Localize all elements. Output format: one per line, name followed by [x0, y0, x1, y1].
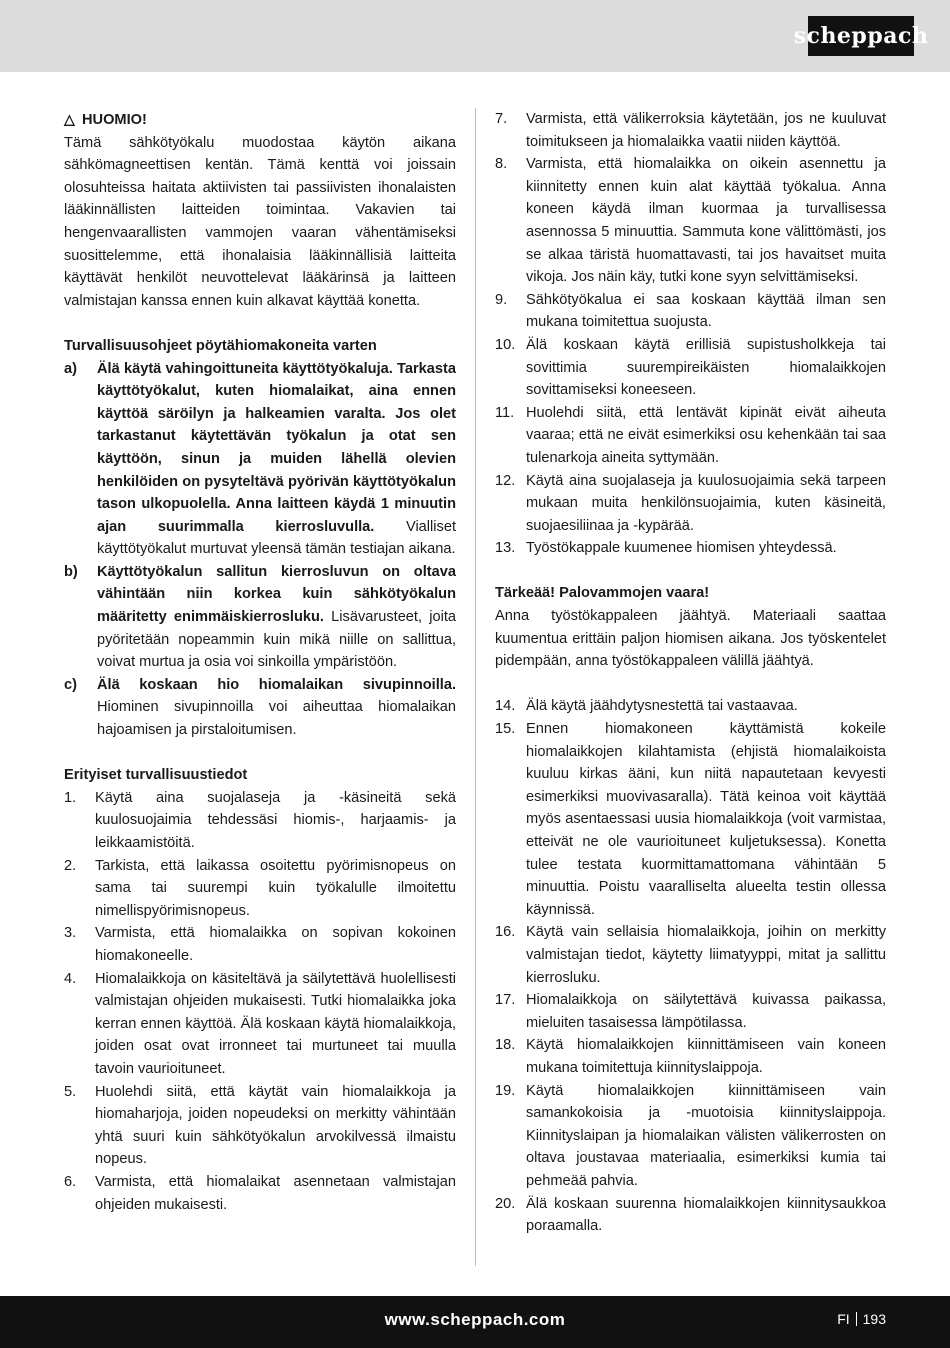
footer-bar	[0, 1296, 950, 1348]
warning-triangle-icon: △	[64, 111, 75, 127]
list-item-body: Lisävarusteet, joita pyöritetään nopeammin kuin mikä niille on sallittua, voivat murtua ja osia voi sinkoilla ympäristöön.	[97, 609, 456, 671]
list-item	[64, 787, 456, 855]
list-item-text	[526, 1034, 886, 1079]
safety-list-final	[495, 695, 886, 1237]
list-item-body: Tarkista, että laikassa osoitettu pyörimisnopeus on sama tai suurempi kuin työkalulle ilmoitettu nimellispyörimisnopeus.	[95, 857, 456, 919]
list-item-text	[526, 718, 886, 921]
important-title: Tärkeää! Palovammojen vaara!	[495, 585, 710, 602]
list-item-emphasis: Käyttötyökalun sallitun kierrosluvun on oltava vähintään niin korkea kuin sähkötyökalun määritetty enimmäiskierrosluku.	[97, 563, 456, 626]
list-item-number: 8.	[495, 156, 508, 173]
list-item	[64, 1081, 456, 1171]
list-item-body: Huolehdi siitä, että käytät vain hiomalaikkoja ja hiomaharjoja, joiden nopeudeksi on merkitty vähintään yhtä suuri kuin sähkötyökalun arvokilvessä ilmaistu nopeus.	[95, 1083, 456, 1168]
warning-heading	[64, 108, 456, 132]
footer-url[interactable]: www.scheppach.com	[384, 1310, 566, 1329]
list-item-text	[526, 537, 886, 560]
list-item	[64, 855, 456, 923]
list-item-text	[526, 402, 886, 470]
list-item	[495, 334, 886, 402]
list-item-body: Varmista, että hiomalaikka on sopivan kokoinen hiomakoneelle.	[95, 925, 456, 964]
list-item-body: Hiominen sivupinnoilla voi aiheuttaa hiomalaikan hajoamisen ja pirstaloitumisen.	[97, 699, 456, 739]
page-number: 193	[862, 1311, 886, 1327]
list-item	[64, 674, 456, 742]
section1-list	[64, 358, 456, 742]
list-item-text	[526, 1193, 886, 1238]
list-item-body: Työstökappale kuumenee hiomisen yhteydessä.	[526, 540, 837, 557]
list-item-number: 19.	[495, 1082, 516, 1099]
list-item-body: Varmista, että välikerroksia käytetään, jos ne kuuluvat toimitukseen ja hiomalaikka vaatii niiden käyttöä.	[526, 111, 886, 150]
list-item-number: 5.	[64, 1083, 77, 1100]
list-item-number: 2.	[64, 857, 77, 874]
list-item-number: 11.	[495, 404, 515, 421]
list-item-body: Käytä hiomalaikkojen kiinnittämiseen vain koneen mukana toimitettuja kiinnityslaippoja.	[526, 1037, 886, 1076]
section2-title: Erityiset turvallisuustiedot	[64, 767, 248, 784]
list-item	[495, 402, 886, 470]
list-item-number: 15.	[495, 721, 516, 738]
list-item-text	[526, 695, 886, 718]
list-item-text	[97, 358, 456, 561]
list-item-text	[97, 561, 456, 674]
list-item-emphasis: Älä koskaan hio hiomalaikan sivupinnoilla.	[97, 676, 456, 693]
right-column	[495, 108, 886, 1238]
section2-list	[64, 787, 456, 1216]
list-item-text	[526, 108, 886, 153]
list-item	[495, 108, 886, 153]
list-item-body: Älä käytä jäähdytysnestettä tai vastaavaa.	[526, 698, 798, 715]
list-item-body: Käytä vain sellaisia hiomalaikkoja, joihin on merkitty valmistajan tiedot, käytetty liimatyyppi, mitat ja sallittu kierrosluku.	[526, 924, 886, 986]
list-item-body: Käytä aina suojalaseja ja kuulosuojaimia sekä tarpeen mukaan muita henkilönsuojaimia, kuten käsineitä, suojaesiliinaa ja -kypärää.	[526, 472, 886, 534]
header-bar	[0, 0, 950, 72]
page-indicator	[837, 1311, 886, 1327]
list-item	[64, 561, 456, 674]
list-item-number: 13.	[495, 540, 516, 557]
list-item-text	[526, 1080, 886, 1193]
list-item	[64, 968, 456, 1081]
list-item-number: 9.	[495, 291, 508, 308]
list-item	[495, 718, 886, 921]
list-item	[495, 921, 886, 989]
list-item-number: 4.	[64, 970, 77, 987]
list-item-text	[526, 334, 886, 402]
list-item-body: Hiomalaikkoja on käsiteltävä ja säilytettävä huolellisesti valmistajan ohjeiden mukaisesti. Tutki hiomalaikka joka kerran ennen käyttöä. Älä koskaan käytä hiomalaikkoja, joiden osat ovat irronneet tai murtuneet tai muulla tavoin vaurioituneet.	[95, 970, 456, 1077]
list-item-text	[95, 787, 456, 855]
list-item	[495, 1080, 886, 1193]
list-item-body: Sähkötyökalua ei saa koskaan käyttää ilman sen mukana toimitettua suojusta.	[526, 291, 886, 331]
list-item-number: 3.	[64, 925, 77, 942]
list-item-number: a)	[64, 360, 77, 377]
list-item-number: 18.	[495, 1037, 516, 1054]
important-text: Anna työstökappaleen jäähtyä. Materiaali saattaa kuumentua erittäin paljon hiomisen aikana. Jos työskentelet pidempään, anna työstökappaleen välillä jäähtyä.	[495, 608, 886, 670]
list-item-body: Varmista, että hiomalaikka on oikein asennettu ja kiinnitetty ennen kuin alat käyttää työkalua. Anna koneen käydä ilman kuormaa ja turvallisessa asennossa 5 minuuttia. Sammuta kone välittömästi, jos se alkaa täristä huomattavasti, tai jos havaitset muita vikoja. Jos näin käy, tutki kone syyn selvittämiseksi.	[526, 156, 886, 286]
list-item-body: Älä koskaan käytä erillisiä supistusholkkeja tai sovittimia suurempireikäisten hiomalaikkojen sovittamiseksi koneeseen.	[526, 336, 886, 399]
list-item	[495, 989, 886, 1034]
list-item	[64, 1171, 456, 1216]
list-item	[495, 289, 886, 334]
list-item-text	[526, 989, 886, 1034]
list-item-number: 16.	[495, 924, 516, 941]
list-item-text	[526, 153, 886, 289]
list-item-text	[95, 922, 456, 967]
list-item-body: Hiomalaikkoja on säilytettävä kuivassa paikassa, mieluiten tasaisessa lämpötilassa.	[526, 992, 886, 1031]
list-item-body: Varmista, että hiomalaikat asennetaan valmistajan ohjeiden mukaisesti.	[95, 1173, 456, 1213]
list-item-number: 17.	[495, 992, 516, 1009]
list-item	[64, 358, 456, 561]
list-item-number: 12.	[495, 472, 516, 489]
list-item	[495, 470, 886, 538]
list-item	[495, 537, 886, 560]
list-item-number: 6.	[64, 1173, 77, 1190]
list-item-body: Älä koskaan suurenna hiomalaikkojen kiinnitysaukkoa poraamalla.	[526, 1195, 886, 1235]
list-item-text	[95, 968, 456, 1081]
warning-text: Tämä sähkötyökalu muodostaa käytön aikana sähkömagneettisen kentän. Tämä kenttä voi joissain olosuhteissa haitata aktiivisten tai passiivisten ihonalaisten lääkinnällisten laitteiden toimintaa. Vakavien tai hengenvaarallisten vammojen vaaran vähentämiseksi suosittelemme, että ihonalaisia lääkinnällisiä laitteita käyttävät henkilöt neuvottelevat lääkärinsä ja laitteen valmistajan kanssa ennen kuin alkavat käyttää konetta.	[64, 134, 456, 309]
list-item	[495, 1034, 886, 1079]
list-item-number: 20.	[495, 1195, 516, 1212]
section1-title: Turvallisuusohjeet pöytähiomakoneita varten	[64, 337, 377, 354]
list-item-number: 14.	[495, 698, 516, 715]
list-item	[495, 1193, 886, 1238]
list-item	[495, 695, 886, 718]
brand-logo: scheppach	[808, 16, 914, 56]
list-item	[495, 153, 886, 289]
list-item-text	[526, 470, 886, 538]
list-item-number: 7.	[495, 111, 508, 127]
list-item-text	[526, 289, 886, 334]
list-item-text	[97, 674, 456, 742]
list-item-emphasis: Älä käytä vahingoittuneita käyttötyökaluja. Tarkasta käyttötyökalut, kuten hiomalaikat, aina ennen käyttöä säröilyn ja halkeamien varalta. Jos olet tarkastanut käytettävän työkalun ja otat sen käyttöön, sinun ja muiden lähellä olevien henkilöiden on pysyteltävä pyörivän käyttötyökalun tason ulkopuolella. Anna laitteen käydä 1 minuutin ajan suurimmalla kierrosluvulla.	[97, 360, 456, 535]
column-divider	[475, 108, 476, 1266]
list-item-number: 10.	[495, 336, 516, 353]
safety-list-continued	[495, 108, 886, 560]
list-item-body: Käytä hiomalaikkojen kiinnittämiseen vain samankokoisia ja -muotoisia kiinnityslaippoja. Kiinnityslaipan ja hiomalaikan välisten välikerrosten on oltava joustavaa materiaalia, esimerkiksi kumia tai pehmeää pahvia.	[526, 1082, 886, 1189]
list-item-number: 1.	[64, 789, 77, 806]
list-item-text	[526, 921, 886, 989]
list-item-number: c)	[64, 676, 77, 693]
list-item-text	[95, 1081, 456, 1171]
list-item-body: Ennen hiomakoneen käyttämistä kokeile hiomalaikkojen kilahtamista (ehjistä hiomalaikoista kuuluu kirkas ääni, kun niitä napautetaan kevyesti esimerkiksi muovivasaralla). Tätä keinoa voit käyttää myös asentaessasi uusia hiomalaikkoja (voit varmistaa, etteivät ne ole vaurioituneet kuljetuksessa). Konetta tulee testata kuormittamattomana vähintään 5 minuuttia. Poistu vaaralliselta alueelta testin ollessa käynnissä.	[526, 721, 886, 918]
list-item-body: Huolehdi siitä, että lentävät kipinät eivät aiheuta vaaraa; että ne eivät esimerkiksi osu kehenkään tai saa tulenarkoja aineita syttymään.	[526, 404, 886, 466]
list-item-body: Vialliset käyttötyökalut murtuvat yleensä tämän testiajan aikana.	[97, 518, 456, 558]
left-column	[64, 108, 456, 1216]
list-item-number: b)	[64, 563, 78, 580]
list-item-text	[95, 1171, 456, 1216]
list-item-text	[95, 855, 456, 923]
list-item	[64, 922, 456, 967]
list-item-body: Käytä aina suojalaseja ja -käsineitä sekä kuulosuojaimia tehdessäsi hiomis-, harjaamis- ja leikkaamistöitä.	[95, 789, 456, 851]
language-code: FI	[837, 1311, 850, 1327]
warning-title: HUOMIO!	[82, 112, 147, 128]
